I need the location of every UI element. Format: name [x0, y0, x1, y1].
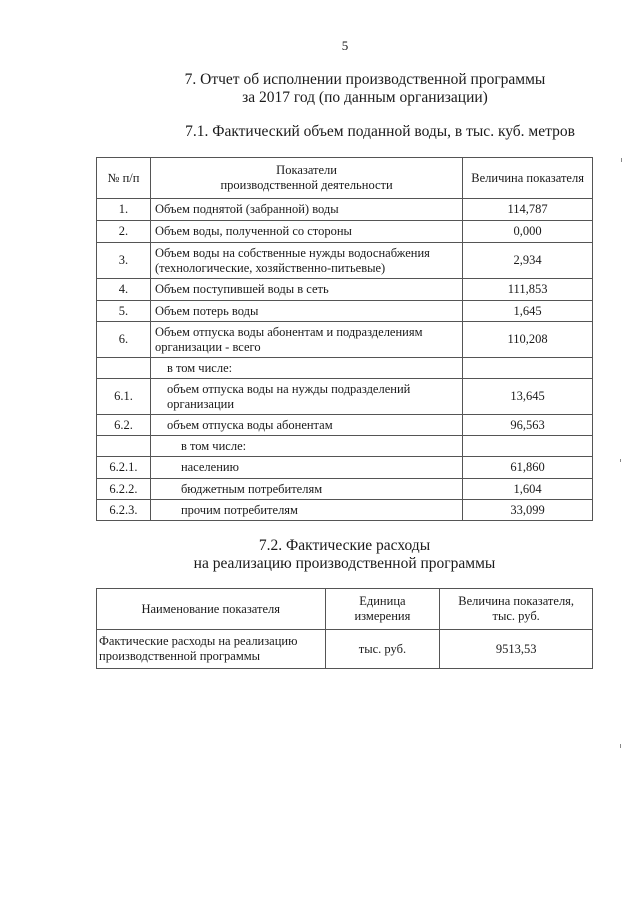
expenses-table [96, 588, 593, 669]
row-number [97, 358, 151, 379]
row-label: Объем потерь воды [150, 301, 462, 322]
table-row-subheading [97, 436, 593, 457]
row-label: населению [150, 457, 462, 479]
row-label: объем отпуска воды на нужды подразделений организации [150, 379, 462, 415]
row-value: 33,099 [463, 500, 593, 521]
table-row [97, 379, 593, 415]
row-value [463, 358, 593, 379]
row-number: 6.1. [97, 379, 151, 415]
row-label: в том числе: [150, 436, 462, 457]
row-number [97, 436, 151, 457]
column-header-indicator-line-2: производственной деятельности [220, 178, 393, 192]
table-row [97, 301, 593, 322]
column-header-value-line-1: Величина показателя, [458, 594, 575, 608]
scan-artifact-mark [620, 744, 621, 748]
row-label: прочим потребителям [150, 500, 462, 521]
column-header-name: Наименование показателя [97, 589, 326, 630]
row-number: 2. [97, 221, 151, 243]
table-row [97, 500, 593, 521]
table-row [97, 221, 593, 243]
row-value: 13,645 [463, 379, 593, 415]
column-header-value: Величина показателя [463, 158, 593, 199]
column-header-value [440, 589, 593, 630]
table-row [97, 279, 593, 301]
column-header-indicator-line-1: Показатели [276, 163, 337, 177]
table-row [97, 322, 593, 358]
row-label: объем отпуска воды абонентам [150, 415, 462, 436]
column-header-value-line-2: тыс. руб. [492, 609, 540, 623]
row-label: бюджетным потребителям [150, 479, 462, 500]
row-value: 0,000 [463, 221, 593, 243]
row-value: 61,860 [463, 457, 593, 479]
section-7-2-title-line-2: на реализацию производственной программы [193, 555, 496, 572]
row-value: 96,563 [463, 415, 593, 436]
section-7-2-title [96, 537, 593, 573]
table-row [97, 199, 593, 221]
column-header-number: № п/п [97, 158, 151, 199]
report-title-line-2: за 2017 год (по данным организации) [242, 89, 488, 106]
row-label: Объем поступившей воды в сеть [150, 279, 462, 301]
row-value [463, 436, 593, 457]
table-row [97, 457, 593, 479]
row-value: 9513,53 [440, 630, 593, 669]
row-value: 110,208 [463, 322, 593, 358]
table-row [97, 415, 593, 436]
row-number: 1. [97, 199, 151, 221]
table-row-subheading [97, 358, 593, 379]
row-number: 6.2.1. [97, 457, 151, 479]
report-title [150, 71, 580, 107]
table-row [97, 243, 593, 279]
table-header-row [97, 158, 593, 199]
column-header-unit-line-2: измерения [354, 609, 411, 623]
scan-artifact-mark [620, 459, 621, 462]
scan-artifact-mark [621, 158, 622, 162]
water-volume-table [96, 157, 593, 521]
row-number: 6. [97, 322, 151, 358]
row-label: Объем воды на собственные нужды водоснабжения (технологические, хозяйственно-питьевые) [150, 243, 462, 279]
column-header-unit [325, 589, 440, 630]
row-name: Фактические расходы на реализацию производственной программы [97, 630, 326, 669]
table-row [97, 479, 593, 500]
row-label: Объем поднятой (забранной) воды [150, 199, 462, 221]
row-number: 6.2.2. [97, 479, 151, 500]
section-7-2-title-line-1: 7.2. Фактические расходы [258, 537, 431, 554]
row-number: 6.2.3. [97, 500, 151, 521]
row-value: 111,853 [463, 279, 593, 301]
row-value: 114,787 [463, 199, 593, 221]
row-label: Объем отпуска воды абонентам и подразделениям организации - всего [150, 322, 462, 358]
row-value: 1,645 [463, 301, 593, 322]
table-header-row [97, 589, 593, 630]
section-7-1-title: 7.1. Фактический объем поданной воды, в тыс. куб. метров [185, 123, 575, 140]
row-number: 4. [97, 279, 151, 301]
row-number: 3. [97, 243, 151, 279]
page-number: 5 [341, 38, 349, 53]
row-number: 5. [97, 301, 151, 322]
row-label: в том числе: [150, 358, 462, 379]
row-number: 6.2. [97, 415, 151, 436]
row-value: 1,604 [463, 479, 593, 500]
table-row [97, 630, 593, 669]
report-title-line-1: 7. Отчет об исполнении производственной программы [184, 71, 546, 88]
row-value: 2,934 [463, 243, 593, 279]
row-unit: тыс. руб. [325, 630, 440, 669]
column-header-indicator [150, 158, 462, 199]
column-header-unit-line-1: Единица [359, 594, 406, 608]
row-label: Объем воды, полученной со стороны [150, 221, 462, 243]
